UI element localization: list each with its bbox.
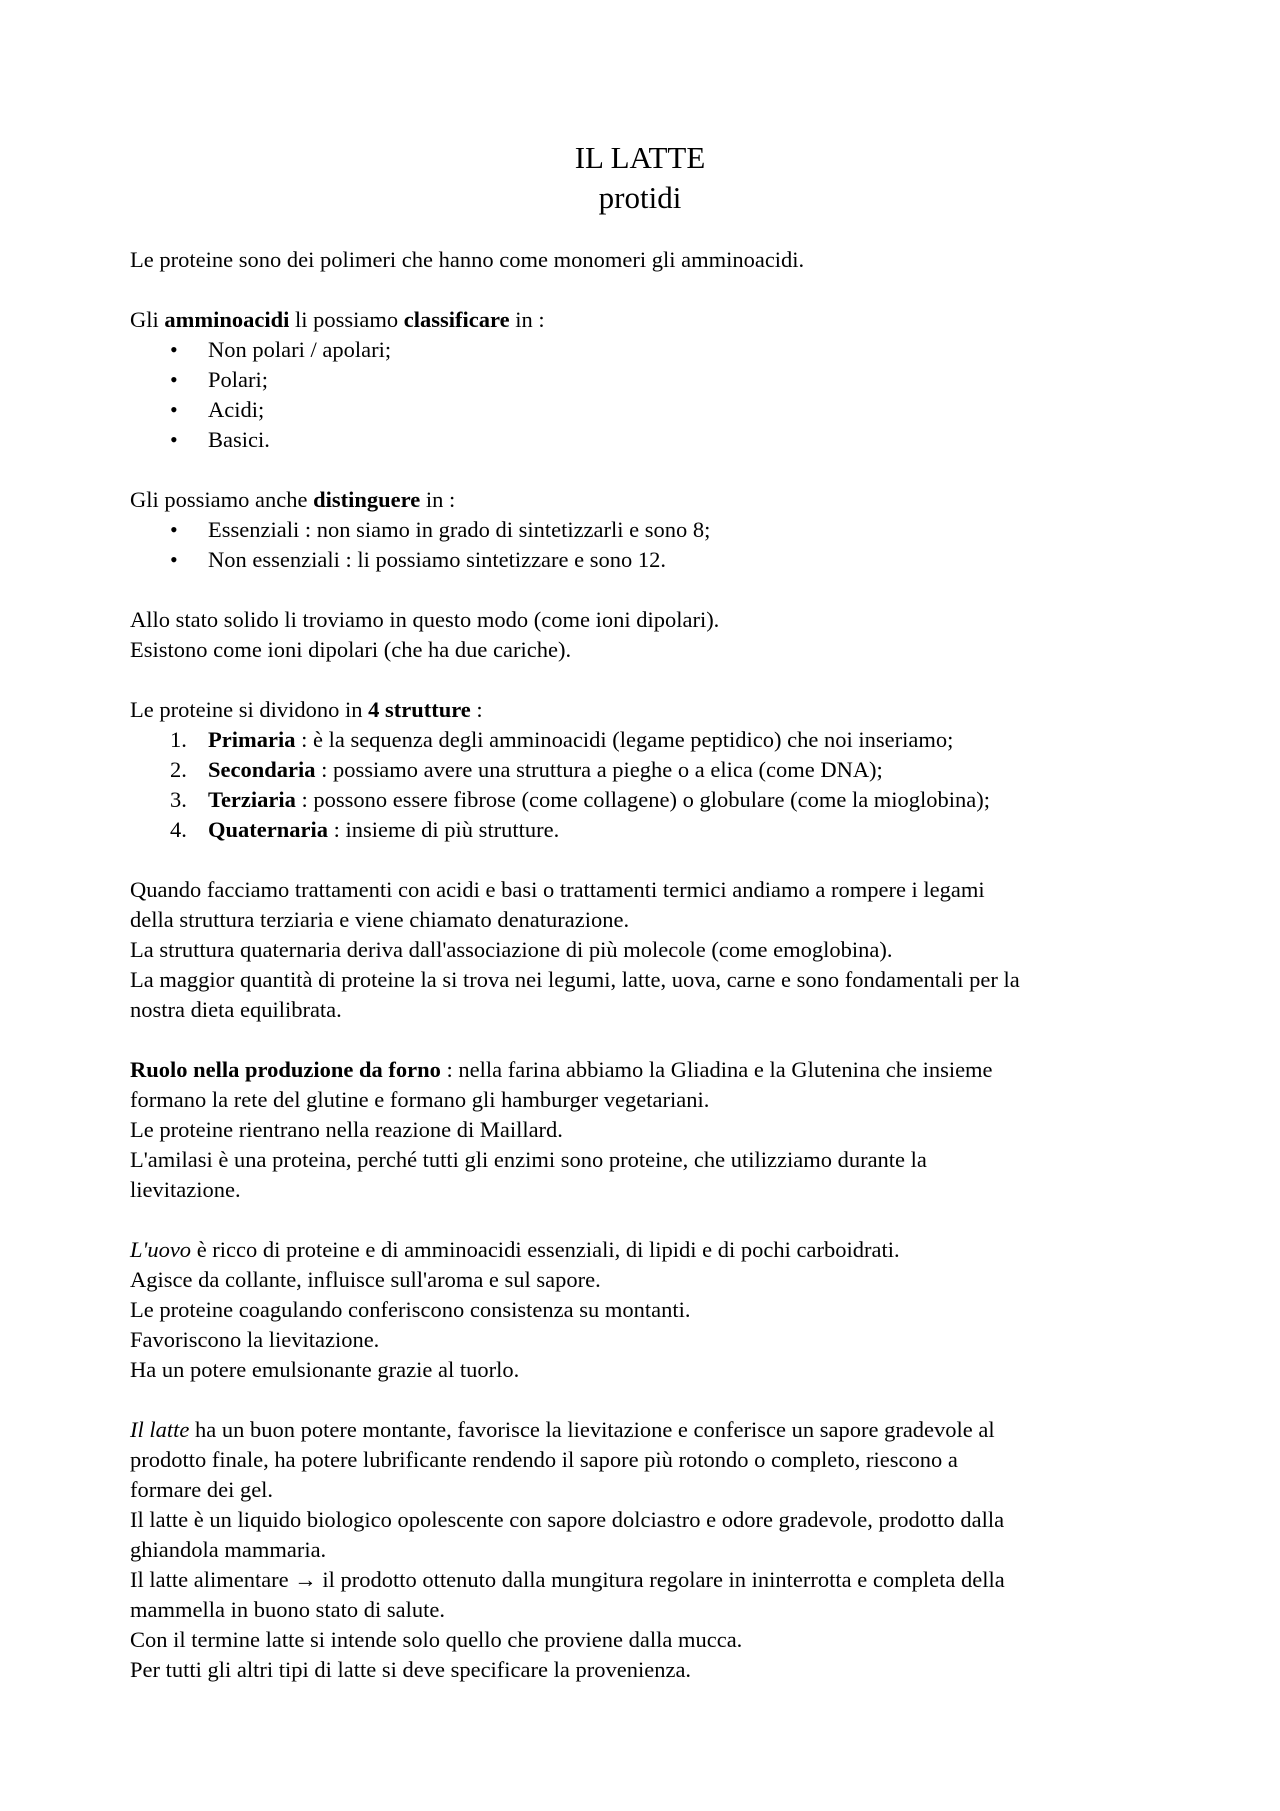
list-number: 2. xyxy=(170,757,187,782)
page-subtitle: protidi xyxy=(598,180,682,215)
forno-line-4: L'amilasi è una proteina, perché tutti gli enzimi sono proteine, che utilizziamo durante la xyxy=(130,1147,927,1172)
text-span: : insieme di più strutture. xyxy=(327,817,560,842)
list-item xyxy=(130,785,1170,815)
intro-paragraph: Le proteine sono dei polimeri che hanno come monomeri gli amminoacidi. xyxy=(130,247,805,272)
text-span: è ricco di proteine e di amminoacidi essenziali, di lipidi e di pochi carboidrati. xyxy=(191,1237,900,1262)
latte-line-4: Il latte è un liquido biologico opolescente con sapore dolciastro e odore gradevole, prodotto dalla xyxy=(130,1507,1005,1532)
text-span: Gli possiamo anche xyxy=(130,487,314,512)
structures-heading xyxy=(130,695,1170,725)
list-item: • Non essenziali : li possiamo sintetizzare e sono 12. xyxy=(130,545,1170,575)
latte-line-6: Il latte alimentare → il prodotto ottenuto dalla mungitura regolare in ininterrotta e completa della xyxy=(130,1567,1005,1592)
latte-line-5: ghiandola mammaria. xyxy=(130,1537,327,1562)
list-number: 3. xyxy=(170,787,187,812)
distinguish-heading xyxy=(130,485,1170,515)
text-span: li possiamo xyxy=(289,307,404,332)
bold-term: Quaternaria xyxy=(208,817,328,842)
quantity-line-1: La maggior quantità di proteine la si trova nei legumi, latte, uova, carne e sono fondamentali per la xyxy=(130,967,1020,992)
uovo-line-5: Ha un potere emulsionante grazie al tuorlo. xyxy=(130,1357,520,1382)
quaternary-line: La struttura quaternaria deriva dall'associazione di più molecole (come emoglobina). xyxy=(130,937,893,962)
bold-term: Secondaria xyxy=(208,757,316,782)
bold-term: Ruolo nella produzione da forno xyxy=(130,1057,441,1082)
uovo-line-3: Le proteine coagulando conferiscono consistenza su montanti. xyxy=(130,1297,691,1322)
forno-line-1 xyxy=(130,1055,1170,1085)
list-number: 1. xyxy=(170,727,187,752)
text-span: Gli xyxy=(130,307,165,332)
forno-line-3: Le proteine rientrano nella reazione di Maillard. xyxy=(130,1117,563,1142)
bold-term: Terziaria xyxy=(208,787,296,812)
bold-term: 4 strutture xyxy=(368,697,471,722)
latte-line-2: prodotto finale, ha potere lubrificante rendendo il sapore più rotondo o completo, riescono a xyxy=(130,1447,958,1472)
distinguish-list xyxy=(130,515,1170,575)
denaturation-line-2: della struttura terziaria e viene chiamato denaturazione. xyxy=(130,907,630,932)
list-item: • Basici. xyxy=(130,425,1170,455)
text-span: : possono essere fibrose (come collagene) o globulare (come la mioglobina); xyxy=(295,787,991,812)
text-span: ha un buon potere montante, favorisce la lievitazione e conferisce un sapore gradevole al xyxy=(189,1417,995,1442)
latte-line-7: mammella in buono stato di salute. xyxy=(130,1597,445,1622)
solid-line-1: Allo stato solido li troviamo in questo modo (come ioni dipolari). xyxy=(130,607,720,632)
document-body xyxy=(130,245,1170,1685)
bold-term: amminoacidi xyxy=(164,307,290,332)
list-item: • Acidi; xyxy=(130,395,1170,425)
list-item: • Non polari / apolari; xyxy=(130,335,1170,365)
latte-line-1 xyxy=(130,1415,1170,1445)
latte-line-8: Con il termine latte si intende solo quello che proviene dalla mucca. xyxy=(130,1627,743,1652)
text-span: in : xyxy=(509,307,545,332)
text-span: : nella farina abbiamo la Gliadina e la Glutenina che insieme xyxy=(440,1057,993,1082)
bold-term: distinguere xyxy=(313,487,421,512)
text-span: in : xyxy=(420,487,456,512)
list-item: • Essenziali : non siamo in grado di sintetizzarli e sono 8; xyxy=(130,515,1170,545)
solid-line-2: Esistono come ioni dipolari (che ha due cariche). xyxy=(130,637,572,662)
text-span: : possiamo avere una struttura a pieghe o a elica (come DNA); xyxy=(315,757,883,782)
uovo-line-1 xyxy=(130,1235,1170,1265)
quantity-line-2: nostra dieta equilibrata. xyxy=(130,997,342,1022)
title-block xyxy=(0,138,1280,218)
uovo-line-2: Agisce da collante, influisce sull'aroma e sul sapore. xyxy=(130,1267,601,1292)
text-span: Le proteine si dividono in xyxy=(130,697,369,722)
list-item: • Polari; xyxy=(130,365,1170,395)
denaturation-line-1: Quando facciamo trattamenti con acidi e basi o trattamenti termici andiamo a rompere i legami xyxy=(130,877,985,902)
classify-heading xyxy=(130,305,1170,335)
list-item xyxy=(130,815,1170,845)
latte-line-9: Per tutti gli altri tipi di latte si deve specificare la provenienza. xyxy=(130,1657,692,1682)
structures-list xyxy=(130,725,1170,845)
list-item xyxy=(130,725,1170,755)
uovo-line-4: Favoriscono la lievitazione. xyxy=(130,1327,380,1352)
list-item xyxy=(130,755,1170,785)
text-span: : xyxy=(470,697,483,722)
page-title: IL LATTE xyxy=(574,140,706,175)
classify-list xyxy=(130,335,1170,455)
forno-line-2: formano la rete del glutine e formano gli hamburger vegetariani. xyxy=(130,1087,710,1112)
forno-line-5: lievitazione. xyxy=(130,1177,241,1202)
italic-term: L'uovo xyxy=(130,1237,192,1262)
italic-term: Il latte xyxy=(130,1417,190,1442)
list-number: 4. xyxy=(170,817,187,842)
text-span: : è la sequenza degli amminoacidi (legame peptidico) che noi inseriamo; xyxy=(295,727,954,752)
latte-line-3: formare dei gel. xyxy=(130,1477,274,1502)
bold-term: classificare xyxy=(403,307,510,332)
bold-term: Primaria xyxy=(208,727,296,752)
